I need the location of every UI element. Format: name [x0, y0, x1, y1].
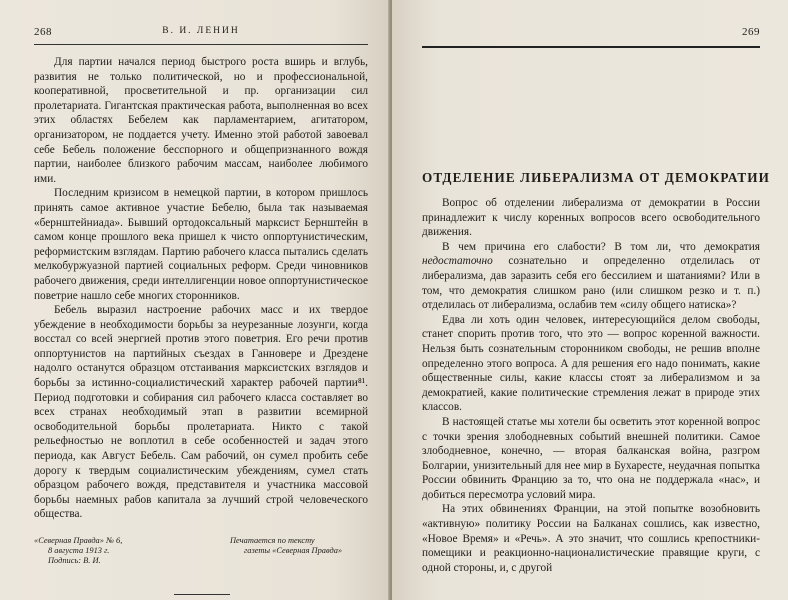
- source-note-line-3: Подпись: В. И.: [48, 556, 101, 565]
- end-of-article-rule: [174, 594, 230, 595]
- print-note-line-1: Печатается по тексту: [230, 536, 315, 545]
- left-footer-notes: [34, 536, 368, 586]
- right-page-number: 269: [742, 26, 760, 38]
- right-running-header: [422, 26, 760, 40]
- left-body-text: [34, 55, 368, 522]
- source-note-line-1: «Северная Правда» № 6,: [34, 536, 123, 545]
- right-body-text: [422, 196, 760, 575]
- print-note-line-2: газеты «Северная Правда»: [244, 546, 343, 555]
- right-header-rule: [422, 46, 760, 48]
- source-note-line-2: 8 августа 1913 г.: [48, 546, 110, 555]
- left-running-header: [34, 26, 368, 40]
- right-paragraph-2: [422, 240, 760, 313]
- print-note: [230, 536, 370, 556]
- running-head-author: В. И. ЛЕНИН: [162, 26, 240, 36]
- left-paragraph-3: Бебель выразил настроение рабочих масс и их твердое убеждение в необходимости борьбы за неурезанные лозунги, когда восстал со всей энергией против этого поветрия. Его речи против оппортунистов на партийных съездах в Ганновере и Дрездене надолго останутся образцом отстаивания марксистских взглядов и борьбы за истинно-социалистический характер рабочей партии⁸¹. Период подготовки и собирания сил рабочего класса составляет во всех странах необходимый этап в развитии всемирной освободительной борьбы пролетариата. Никто с такой рельефностью не воплотил в себе особенностей и задач этого периода, как Август Бебель. Сам рабочий, он сумел пробить себе дорогу к твердым социалистическим убеждениям, сумел стать образцом рабочего вождя, представителя и участника массовой борьбы наемных рабов капитала за лучший строй человеческого общества.: [34, 304, 368, 521]
- left-header-rule: [34, 44, 368, 45]
- left-paragraph-2: Последним кризисом в немецкой партии, в котором пришлось принять самое активное участие Бебелю, была так называемая «бернштейниада». Бывший ортодоксальный марксист Бернштейн в самом конце прошлого века пришел к чисто оппортунистическим, реформистским взглядам. Партию рабочего класса пытались сделать мелкобуржуазной партией социальных реформ. Среди чиновников рабочего движения, среди интеллигенции новое оппортунистическое поветрие нашло себе многих сторонников.: [34, 187, 368, 302]
- left-page: [0, 0, 390, 600]
- right-paragraph-3: Едва ли хоть один человек, интересующийся делом свободы, станет спорить против того, что это — вопрос коренной важности. Нельзя быть сознательным сторонником свободы, не решив вполне определенно этого вопроса. А для решения его надо понимать, какие общественные силы, какие классы стоят за либерализмом и за демократией, какие политические стремления лежат в природе этих классов.: [422, 313, 760, 414]
- source-note: [34, 536, 184, 566]
- right-paragraph-2-end: сознательно и определенно отделилась от либерализма, дав заразить себя его бессилием и шатаниями? Или в том, что демократия слишком рано (или слишком резко и т. п.) отделилась от либерализма, ослабив тем «силу общего натиска»?: [422, 255, 760, 312]
- left-paragraph-1: Для партии начался период быстрого роста вширь и вглубь, развития не только политической, но и профессиональной, кооперативной, просветительной и пр. организации сил пролетариата. Гигантская практическая работа, выполненная во всех этих областях Бебелем как парламентарием, агитатором, организатором, не поддается учету. Именно этой работой завоевал себе Бебель положение бесспорного и общепризнанного вождя партии, наиболее близкого рабочим массам, наиболее любимого ими.: [34, 56, 368, 185]
- emphasized-word: недостаточно: [422, 255, 493, 268]
- right-page: [392, 0, 788, 600]
- right-paragraph-1: Вопрос об отделении либерализма от демократии в России принадлежит к числу коренных вопросов всего освободительного движения.: [422, 197, 760, 239]
- right-paragraph-5: На этих обвинениях Франции, на этой попытке возобновить «активную» политику России на Балканах сошлись, как известно, «Новое Время» и «Речь». А это значит, что сошлись крепостники-помещики и реакционно-националистические правящие круги, с одной стороны, и, с другой: [422, 503, 760, 574]
- left-page-number: 268: [34, 26, 52, 38]
- article-title: ОТДЕЛЕНИЕ ЛИБЕРАЛИЗМА ОТ ДЕМОКРАТИИ: [422, 170, 770, 185]
- right-paragraph-2-start: В чем причина его слабости? В том ли, что демократия: [442, 240, 760, 253]
- right-paragraph-4: В настоящей статье мы хотели бы осветить этот коренной вопрос с точки зрения злободневных событий внешней политики. Самое злободневное, конечно, — вторая балканская война, разгром Болгарии, унизительный для нее мир в Бухаресте, неудачная попытка России обвинить Францию за то, что она не поддержала «нас», и добиться пересмотра условий мира.: [422, 415, 760, 501]
